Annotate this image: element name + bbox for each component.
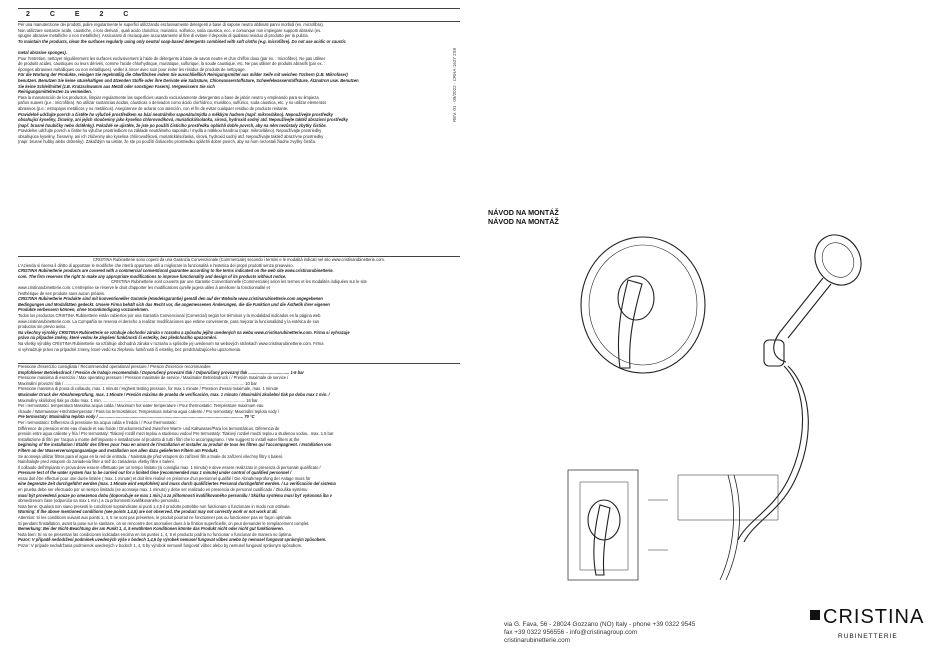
lever-handle-outline (618, 280, 642, 368)
hose-outline (738, 366, 803, 540)
shower-mixer-illustration (568, 226, 870, 580)
specs-line: Maximaler Druck der Abnahmeprüfung, max. 1 Minute / Presión máxima de prueba de verificación, max. 1 minuto / Maximální zkušební tlak po dobu max 1 min. / (18, 391, 330, 397)
cleaning-instructions (18, 22, 460, 145)
specs-line: Il collaudo dell'impianto in prova deve essere effettuato per un tempo limitato (si consiglia max. 1 minuto) e deve essere realizzato in presenza di personale qualificato / (18, 464, 321, 470)
specs-line: Nainštalujte pred vstupom do zariadenia filter a tiež do zariadenia všetky filtre s balení. (18, 459, 175, 465)
warranty-line: Bedingungen und Modalitäten gedeckt. Unsere Firma behält sich das Recht vor, die angemessenen Änderungen, die die Funktion und die Ästhetik ihrer eigenen (18, 301, 330, 307)
shower-head-outline (806, 226, 870, 293)
contact-fax-email: fax +39 0322 956556 - info@cristinagroup.com (504, 629, 638, 637)
cleaning-line: (např. brusné houbičky nebo drátěnky). Pokaždé se ujistěte, že jste po použití čisticího prostředku opláchli dobře povrch, aby na něm nezůstaly zbytky čističe. (18, 122, 327, 128)
cleaning-line: spugne abrasive metalliche o non metalliche). Assicurarsi di risciacquare accuratamente al fine di evitare il deposito di qualsiasi residuo di prodotto per la pulizia. (18, 33, 309, 39)
specs-line: Pressione d'esercizio consigliata / Recommended operational pressure / Presion d'exercice recommandee (18, 364, 211, 369)
right-column (488, 0, 950, 670)
cleaning-line: éponges abrasives métalliques ou non métalliques). veiller à rincer avec soin pour éviter les résidus de produits de nettoyage. (18, 66, 246, 72)
specs-line: Per i termostatici: Differenza di pressione tra acqua calda e fredda / / Pour thermostatic: (18, 419, 177, 425)
install-title-line1: NÁVOD NA MONTÁŽ (488, 208, 559, 217)
product-drawing (488, 220, 928, 600)
cleaning-line: Per una manutenzione dei prodotti, pulire regolarmente le superfici utilizzando esclusivamente detergenti a base di sapone neutro abbinati panni morbidi (es. microfibra). (18, 22, 324, 27)
specs-line: Filtern an der Wasserversorgungsanlage und Installation von allen dazu gelieferten Filtern am Produkt. (18, 447, 219, 453)
cleaning-line: Für die Wartung der Produkte, reinigen Sie regelmäßig die Oberflächen indem Sie ausschließlich Reinigungsmittel aus milder Seife mit weichen Tüchern (z.B. Mikrofaser) (18, 72, 348, 78)
cleaning-line: de produits acides, caustiques ou leurs dérivés, comme l'acide chlorhydrique, muriatique, sulfurique, la soude caustique, etc. Ne pas utiliser de produits abrasifs (par ex. : (18, 61, 326, 67)
warranty-line: www.cristinarubinetterie.com. L'entreprise se réserve le droit d'apporter les modifications qu'elle jugera utiles à améliorer la fonctionnalité et (18, 284, 270, 290)
specs-line: Différence de pression entre eau chaude et eau froide / Druckunterschied zwischen Warm- und Kaltwasser/Para los termostáticos, Diferencia de (18, 425, 280, 431)
specs-line: Per i termostatici: temperatura Massima acqua calda / Maximum hot water temperature / Pour thermostatic: Température maximum eau (18, 403, 264, 409)
warranty-line: com. The firm reserves the right to make any appropriate modifications to improve functionality and design of its products without notice. (18, 273, 287, 279)
cleaning-line: (napr. brusné hubky alebo drôtenky). Zakaždým sa uistite, že ste po použití čistiaceho prostriedku opláchli dobre povrch, aby na ňom nezostali žiadne zvyšky čističa. (18, 139, 317, 145)
specs-line: Pozor: V prípade nedodržania podmienok uvedených v bodoch 1, 4, 5 by výrobok nemusel fungovať vôbec alebo by nemusel fungovať správnym spôsobom. (18, 543, 303, 548)
specs-line: eine begrenzte Zeit durchgeführt werden (max. 1 Minute wird empfohlen) und muss durch qualifiziertes Personal durchgeführt werden. / La verificación del sistema (18, 481, 336, 487)
specs-line: Se aconseja utilizar filtros para el agua en la red de entrada. / Nainstalujte před vstupem do zařízení filtr a trvale do zařízení všechny filtry s balení. (18, 453, 284, 459)
specs-line: en prueba debe ser efectuado por un tiempo limitado (se aconseja max. 1 minuto) y debe ser realizado en presencia de personal cualificado / Zkouška systému (18, 487, 308, 493)
cleaning-line: obsahující kyseliny, žíraviny, ani jejich sloučeniny jako kyselina chlorovodíková, muriatická/solanka, sírová, hydroxid sodný atd. Nepoužívejte taktéž abrazivní prostředky (18, 117, 349, 123)
specs-text (18, 364, 460, 549)
warranty-line: si vyhradzuje právo na prípadné zmeny, ktoré vedú ku zlepšeniu funkčnosti či estetiky, bez predchádzajúceho upozornenia. (18, 346, 242, 352)
warranty-line: právo na případné změny, které vedou ke zlepšení funkčnosti či estetiky, bez předchozího upozornění. (18, 335, 217, 341)
warranty-line: Na všechny výrobky CRISTINA Rubinetterie se vztahuje obchodní záruka v rozsahu a způsobu jejího uvedených na webu www.cristinarubinetterie.com. Firma si vyhrazuje (18, 329, 350, 335)
cleaning-line: benutzen. Benutzen Sie keine säurehaltigen und ätzenden Stoffe oder ihre Derivate wie Salzsäure, Chlorwasserstoffsäure, Schwefelwasserstoffsäure, Ätznatron usw. Benutzen (18, 77, 359, 83)
warranty-text (18, 257, 460, 352)
brand-square-icon (810, 610, 820, 620)
contact-address: via G. Fava, 56 - 28024 Gozzano (NO) Italy - phone +39 0322 9545 (504, 621, 696, 628)
specs-line: presión entre agua caliente y fría / Pro termostaty: Tlakový rozdíl mezi teplou a studenou vodou/ Pre termostaty: Tlakový rozdiel medzi teplou a studenou vodou.. max. 1.5 bar (18, 431, 334, 437)
cleaning-line: Pravidelne udržujte povrch a čistite ho výlučne prostriedkom na základe neutrálneho saponátu / mydla a mäkkou handrou (napr. mikrovlákno). Nepoužívajte prostriedky (18, 128, 322, 134)
specs-line: Pressione massima di esercizio / Max operating pressure / Pression maximale de service / Maximaler Betriebsdruck / / Presión maximale de service / (18, 375, 289, 381)
specs-line: beginning of the installation / Établir des filtres pour l'eau en amont de l'installation et installer au produit de tous les filtres qui l'accompagnent. / Installation von (18, 442, 332, 448)
brand-logo (810, 606, 925, 640)
specs-line: Pressione massima di prova di collaudo, max. 1 minuto / Highest testing pressure, for max 1 minute / Pression d'essai maximale, max. 1 minute (18, 386, 279, 392)
cleaning-line: paños suaves (p.e.: microfibra). No utilizar sustancias ácidas, cáusticas o derivados como ácido clorhídrico, muriático, sulfúrico, soda cáustica, etc. y no utilizar elementos (18, 100, 327, 106)
left-column (18, 8, 460, 548)
cleaning-line: Pour l'entretien, nettoyer régulièrement les surfaces exclusivement à l'aide de détergents à base de savon neutre et d'un chiffon doux (par ex. : microfibre). Ne pas utiliser (18, 55, 326, 61)
warranty-line: productos sin previo aviso. (18, 324, 67, 330)
warranty-line: Todos los productos CRISTINA Rubinetterie están cubiertos por una Garantía Convencional (Comercial) según los términos y la modalidad indicados en la página web (18, 312, 321, 318)
warranty-line: l'esthétique de ses produits sans aucun préavis. (18, 290, 106, 296)
specs-line: Pre termostaty: Maximálna teplota vody / ............................................................................................................................... 70 °C (18, 414, 255, 420)
specs-line: Empfohlener Betriebsdruck / Presión de trabajo recomendada / Doporučený provozní tlak / Odporúčaný provozný tlak .................................... 1-5 bar (18, 369, 304, 375)
warranty-line: CRISTINA Rubinetterie products are covered with a commercial conventional guarantee according to the terms indicated on the web site www.cristinarubinetterie. (18, 268, 334, 274)
cleaning-line: metal abrasive sponges). (18, 49, 67, 55)
cleaning-line: obsahujúce kyseliny, žieraviny, ani ich zlúčeniny ako kyselina chlórovodíková, muriatická/soľanka, sírová, hydroxid sodný atď. Nepoužívajte taktiež abrazívne prostriedky (18, 133, 324, 139)
specs-line: musí být provedená pouze po omezenou dobu (doporučuje se max 1 min.) a za přítomnosti kvalifikovaného personálu / Skúška systému musí byť vykonaná iba v (18, 492, 333, 498)
cleaning-line: abrasivos (p.e.: estropajos metálicos y no metálicos). Asegúrense de aclarar con atención, con el fin de evitar cualquier residuo de producto restante. (18, 105, 289, 111)
section-header: 2 C E 2 C (26, 11, 138, 18)
specs-line: Nota bien: Si no se presentan las condiciones indicadas encima en los puntos 1, 4, 5 el producto podría no funcionar o funcionar de manera no óptima. (18, 531, 292, 537)
specs-line: Pozor: V případě nedodržení podmínek uvedených výše v bodech 1,4,5 by výrobek nemusel fungovat vůbec anebo by nemusel fungovat správným způsobem. (18, 537, 327, 543)
warranty-line: CRISTINA Rubinetterie sont couverts par une Garantie Conventionnelle (Commerciale) selon les termes et les modalités indiquées sur le site (111, 279, 367, 285)
specs-line: essai doit être effectué pour une durée limitée ( max. 1 minute) et doit être réalisé en présence d'un personnel qualifié / Die Abnahmeprüfung der Anlage muss für (18, 475, 311, 481)
specs-line: Maximální provozní tlak / .............................................................................................................................................................. 10 bar (18, 380, 257, 386)
specs-line: Bemerkung: Bei der Nicht-Beachtung der am Punkt 1, 4, 5 erwähnten Konditionen könnte das Produkt nicht oder nicht gut funktionieren. (18, 526, 284, 532)
contact-website: cristinarubinetterie.com (504, 637, 571, 645)
contact-block (504, 621, 695, 646)
warranty-line: L'Azienda si riserva il diritto di apportare le modifiche che riterrà opportune utili a migliorare la funzionalità e l'estetica dei propri prodotti senza preavviso. (18, 262, 294, 268)
brand-subtitle: RUBINETTERIE (838, 633, 898, 640)
cleaning-line: To maintain the products, clean the surfaces regularly using only neutral soap-based detergents combined with soft cloths (e.g. microfibre). Do not use acidic or caustic (18, 38, 346, 44)
warranty-line: CRISTINA Rubinetterie Produkte sind mit konventioneller Garantie (Handelsgarantie) gemäß den auf der Website www.cristinarubinetterie.com angegebenen (18, 296, 323, 302)
warranty-line: Produkte verbessern können, ohne Vorankündigung vorzunehmen. (18, 307, 149, 313)
warranty-line: www.cristinarubinetterie.com. La Compañía se reserva el derecho a realizar modificaciones que estime conveniente, para mejorar la funcionalidad y la estética de sus (18, 318, 320, 324)
specs-line: chaude / Warmwasser-Höchsttemperatur / Para los termostáticos: Temperatura máxima agua caliente / Pro termostaty: Maximální teplota vody / (18, 408, 279, 414)
install-title-line2: NÁVOD NA MONTÁŽ (488, 217, 559, 226)
cleaning-line: Reinigungsmittelresten zu vermeiden. (18, 89, 92, 95)
cleaning-line: Sie keine Schleifmittel (z.B. Kratzschwamm aus Metall oder sonstigen Fasern). Vergewissern Sie sich (18, 83, 215, 89)
warranty-section (18, 256, 460, 352)
cleaning-line: Para la manutención de los productos, limpiar regularmente las superficies usando exclusivamente detergentes a base de jabón neutro y empleando para su limpieza (18, 94, 319, 100)
specs-line: Attention: Si les conditions suivant aux points 1, 4, 5 ne sont pas présentes, le produit pourrait ne fonctionner pas ou fonctionner pas en façon optimale. (18, 515, 293, 521)
specs-line: Nota bene: Qualora non siano presenti le condizioni sopraindicate ai punti 1,4,5 il prodotto potrebbe non funzionare o funzionare in modo non ottimale. (18, 503, 291, 509)
specs-line: obmedzenom čase (odporúča sa max 1 min.) a za prítomnosti kvalifikovaného personálu. (18, 498, 180, 504)
brand-name: CRISTINA (823, 606, 925, 628)
specs-section (18, 363, 460, 549)
specs-line: Maximálny skúšobný tlak po dobu max. 1 min. ............................................................................................................................. 16 bar (18, 397, 258, 403)
specs-line: Warning: If the above mentioned conditions (see points 1,4,5) are not observed, the product may not correctly work or not work at all. (18, 509, 278, 515)
wall-plate-outline (581, 237, 705, 373)
warranty-line: CRISTINA Rubinetterie sono coperti da una Garanzia Convenzionale (Commerciale) secondo i termini e le modalità indicati nel sito www.cristinarubinetterie.com. (93, 257, 385, 262)
specs-line: Pressure test of the water system has to be carried out for a limited time (recommended max 1 minute) under control of qualified personnel / (18, 470, 292, 476)
revision-code: REV. 01 · 09/2022 · CRHA-1627 2S9 (452, 47, 457, 122)
cleaning-line: Non utilizzare sostanze acide, caustiche, o loro derivati , quali acido cloridrico, muriatico, solforico, soda caustica, ecc. e comunque non impiegare supporti abrasivi (es. (18, 27, 322, 33)
warranty-line: Na všetky výrobky CRISTINA Rubinetterie sa vzťahuje obchodná záruka v rozsahu a spôsobe jej uvedenom na webových stránkach www.cristinarubinetterie.com. Firma (18, 340, 324, 346)
specs-line: Installazione di filtri per l'acqua a monte dell'impianto e installazione al prodotto di tutti i filtri che lo accompagnano. / We suggest to install water filters at the (18, 436, 300, 442)
specs-line: Si pendant l'installation, avant la pose sur le sanitaire, on se rencontre des anomalies dues à la finition superficielle, on peut demander le remplacement complet. (18, 520, 310, 526)
cleaning-line: Pravidelně udržujte povrch a čistěte ho výlučně prostředkem na bázi neutrálního saponátu/mýdla a měkkým hadrem (např. mikrovlákno). Nepoužívejte prostředky (18, 111, 334, 117)
